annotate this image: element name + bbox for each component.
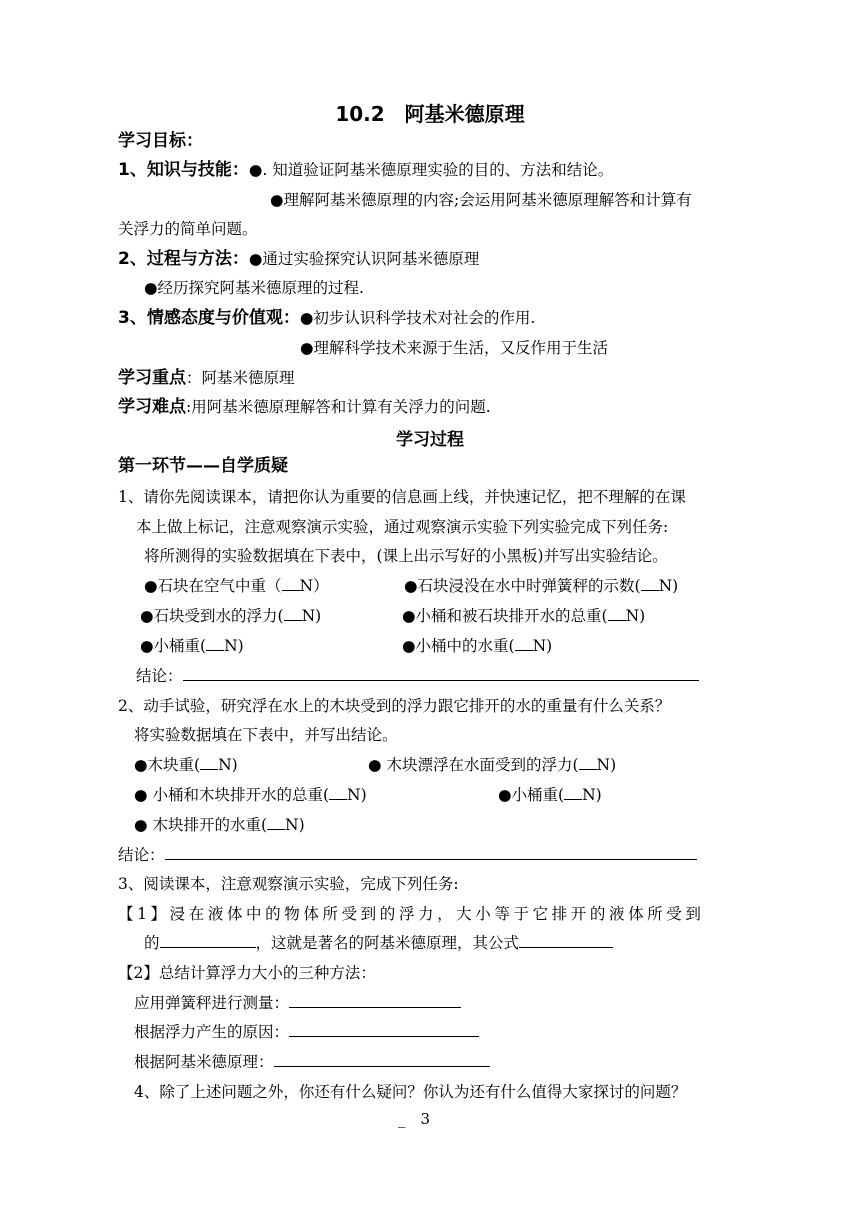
- objective-1-item-1: ●. 知道验证阿基米德原理实验的目的、方法和结论。: [248, 161, 614, 179]
- conclusion-blank[interactable]: [521, 844, 697, 860]
- difficult-point-label: 学习难点: [118, 397, 186, 417]
- objective-1-label: 1、知识与技能：: [118, 160, 249, 180]
- objective-1-item-2-cont: 关浮力的简单问题。: [118, 220, 258, 238]
- conclusion-label: 结论：: [136, 667, 183, 685]
- q2-line-2: 将实验数据填在下表中，并写出结论。: [134, 726, 398, 744]
- q1-item-stone-air: ●石块在空气中重（ N）: [144, 577, 329, 595]
- q1-line-1: 1、请你先阅读课本，请把你认为重要的信息画上线，并快速记忆，把不理解的在课: [118, 488, 686, 506]
- section-1-heading: 第一环节——自学质疑: [118, 456, 288, 476]
- method-2: 根据浮力产生的原因：: [134, 1021, 479, 1043]
- objective-2: [118, 248, 479, 270]
- objective-3-item-2: ●理解科学技术来源于生活，又反作用于生活: [300, 339, 609, 357]
- q1-line-2: 本上做上标记，注意观察演示实验，通过观察演示实验下列实验完成下列任务:: [136, 518, 669, 536]
- q2-item-bucket: ●小桶重( N): [498, 786, 602, 804]
- conclusion-blank[interactable]: [371, 665, 527, 681]
- answer-blank[interactable]: [160, 932, 256, 948]
- conclusion-label: 结论：: [118, 846, 165, 864]
- answer-blank[interactable]: [206, 635, 224, 651]
- objective-3-item-1: ●初步认识科学技术对社会的作用.: [299, 309, 536, 327]
- objective-1: [118, 159, 613, 181]
- q1-item-bucket: ●小桶重( N): [140, 637, 244, 655]
- q3-item-2: 【2】总结计算浮力大小的三种方法：: [118, 964, 376, 982]
- page-number: _ 3: [398, 1110, 431, 1128]
- objective-2-item-2: ●经历探究阿基米德原理的过程.: [144, 279, 364, 297]
- conclusion-blank[interactable]: [165, 844, 315, 860]
- conclusion-blank[interactable]: [315, 844, 521, 860]
- objective-3: [118, 307, 535, 329]
- q1-item-bucket-total: ●小桶和被石块排开水的总重( N): [402, 607, 646, 625]
- answer-blank[interactable]: [329, 784, 347, 800]
- answer-blank[interactable]: [564, 784, 582, 800]
- document-title: 10.2 阿基米德原理: [335, 102, 525, 126]
- objective-3-label: 3、情感态度与价值观：: [118, 308, 300, 328]
- answer-blank[interactable]: [267, 814, 285, 830]
- q2-line-1: 2、动手试验，研究浮在水上的木块受到的浮力跟它排开的水的重量有什么关系？: [118, 697, 671, 715]
- q1-conclusion: [136, 665, 699, 687]
- q3-item-1-line-1: 【1】浸在液体中的物体所受到的浮力，大小等于它排开的液体所受到: [118, 905, 705, 923]
- q1-item-buoyancy: ●石块受到水的浮力( N): [140, 607, 322, 625]
- difficult-point: [118, 396, 491, 418]
- q4-line: 4、除了上述问题之外，你还有什么疑问？你认为还有什么值得大家探讨的问题？: [134, 1083, 687, 1101]
- method-1: 应用弹簧秤进行测量：: [134, 992, 461, 1014]
- method-3: 根据阿基米德原理：: [134, 1051, 490, 1073]
- key-point: [118, 367, 295, 389]
- process-heading: 学习过程: [396, 430, 464, 450]
- q2-item-bucket-total: ● 小桶和木块排开水的总重( N): [134, 786, 367, 804]
- answer-blank[interactable]: [282, 575, 300, 591]
- objective-2-label: 2、过程与方法：: [118, 249, 249, 269]
- q3-line-1: 3、阅读课本，注意观察演示实验，完成下列任务:: [118, 875, 459, 893]
- objectives-heading: 学习目标：: [118, 131, 203, 151]
- q1-item-water: ●小桶中的水重( N): [402, 637, 553, 655]
- key-point-text: ：阿基米德原理: [186, 369, 295, 387]
- q3-item-1-line-2: 的 ，这就是著名的阿基米德原理，其公式: [144, 932, 613, 954]
- answer-blank[interactable]: [515, 635, 533, 651]
- q1-line-3: 将所测得的实验数据填在下表中，(课上出示写好的小黑板)并写出实验结论。: [144, 547, 668, 565]
- q2-item-displaced-water: ● 木块排开的水重( N): [134, 816, 305, 834]
- objective-1-item-2: ●理解阿基米德原理的内容;会运用阿基米德原理解答和计算有: [270, 191, 692, 209]
- answer-blank[interactable]: [289, 992, 461, 1008]
- answer-blank[interactable]: [200, 754, 218, 770]
- conclusion-blank[interactable]: [183, 665, 371, 681]
- difficult-point-text: :用阿基米德原理解答和计算有关浮力的问题.: [186, 398, 491, 416]
- objective-2-item-1: ●通过实验探究认识阿基米德原理: [248, 250, 480, 268]
- q1-item-stone-water: ●石块浸没在水中时弹簧秤的示数( N): [404, 577, 679, 595]
- answer-blank[interactable]: [608, 605, 626, 621]
- q2-conclusion: [118, 844, 697, 866]
- key-point-label: 学习重点: [118, 368, 186, 388]
- answer-blank[interactable]: [284, 605, 302, 621]
- answer-blank[interactable]: [579, 754, 597, 770]
- conclusion-blank[interactable]: [527, 665, 699, 681]
- formula-blank[interactable]: [519, 932, 613, 948]
- answer-blank[interactable]: [274, 1051, 490, 1067]
- answer-blank[interactable]: [641, 575, 659, 591]
- q2-item-wood: ●木块重( N): [134, 756, 238, 774]
- answer-blank[interactable]: [289, 1021, 479, 1037]
- q2-item-wood-buoyancy: ● 木块漂浮在水面受到的浮力( N): [368, 756, 617, 774]
